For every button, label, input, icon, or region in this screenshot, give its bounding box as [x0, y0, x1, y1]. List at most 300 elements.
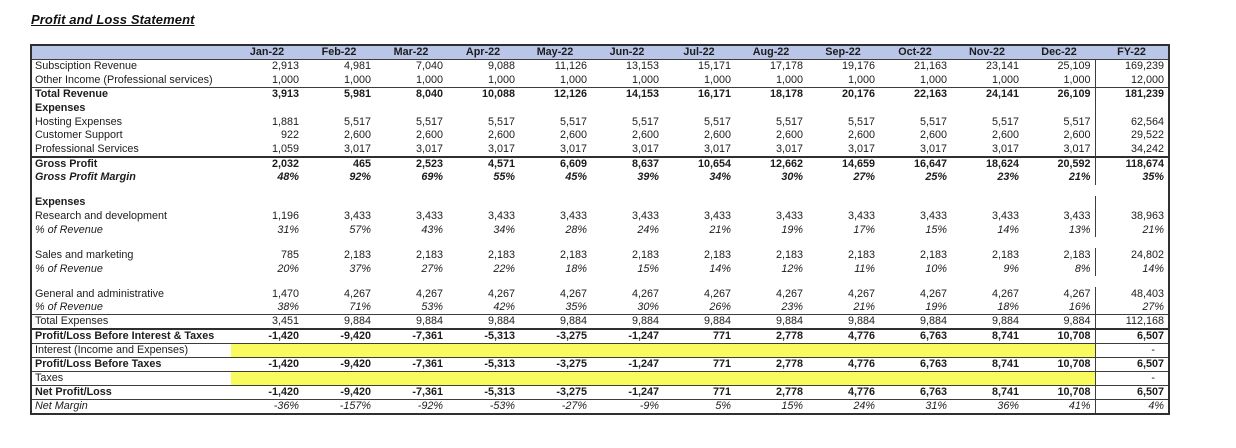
cell[interactable] — [231, 372, 303, 386]
cell[interactable]: 2,183 — [1063, 248, 1091, 261]
cell[interactable]: 4,267 — [1063, 287, 1091, 300]
cell[interactable]: 181,239 — [1095, 87, 1169, 101]
cell[interactable]: 42% — [447, 301, 519, 315]
cell[interactable]: 21% — [1068, 171, 1091, 184]
cell[interactable]: 8,637 — [631, 157, 659, 170]
cell[interactable]: 17% — [853, 223, 875, 236]
cell[interactable]: -1,247 — [591, 358, 663, 372]
cell[interactable]: 2,183 — [415, 248, 443, 261]
cell[interactable]: 92% — [349, 171, 371, 184]
row-label[interactable]: Hosting Expenses — [35, 115, 123, 128]
cell[interactable]: 9,884 — [447, 315, 519, 330]
cell[interactable]: 1,196 — [271, 210, 299, 223]
cell[interactable]: 48,403 — [1095, 287, 1169, 301]
row-label[interactable]: Taxes — [31, 372, 231, 386]
cell[interactable]: 4,267 — [343, 287, 371, 300]
column-header[interactable]: Sep-22 — [807, 45, 879, 60]
cell[interactable]: 16,647 — [913, 157, 947, 170]
cell[interactable]: 8,741 — [951, 329, 1023, 344]
cell[interactable]: 4,267 — [919, 287, 947, 300]
cell[interactable]: 2,183 — [919, 248, 947, 261]
cell[interactable]: 8,040 — [415, 87, 443, 100]
cell[interactable]: 15% — [925, 223, 947, 236]
cell[interactable]: 3,451 — [231, 315, 303, 330]
row-label[interactable]: Interest (Income and Expenses) — [31, 344, 231, 358]
cell[interactable]: -9,420 — [303, 386, 375, 400]
cell[interactable]: -1,420 — [231, 358, 303, 372]
cell[interactable]: -3,275 — [519, 358, 591, 372]
cell[interactable] — [519, 101, 591, 115]
cell[interactable]: 1,000 — [375, 73, 447, 87]
column-header[interactable]: Apr-22 — [447, 45, 519, 60]
cell[interactable]: 39% — [637, 171, 659, 184]
cell[interactable]: 2,600 — [343, 129, 371, 142]
cell[interactable] — [951, 196, 1023, 210]
cell[interactable]: -53% — [489, 400, 515, 413]
cell[interactable]: -3,275 — [519, 329, 591, 344]
cell[interactable] — [591, 101, 663, 115]
cell[interactable]: 45% — [565, 171, 587, 184]
cell[interactable]: 8% — [1074, 262, 1091, 275]
cell[interactable]: 3,017 — [447, 143, 519, 157]
cell[interactable]: 2,600 — [991, 129, 1019, 142]
cell[interactable]: 10,708 — [1023, 386, 1095, 400]
cell[interactable]: 10,654 — [697, 157, 731, 170]
cell[interactable]: 9,884 — [375, 315, 447, 330]
cell[interactable]: 9,884 — [663, 315, 735, 330]
cell[interactable]: 5,517 — [487, 115, 515, 128]
cell[interactable]: 3,433 — [847, 210, 875, 223]
cell[interactable] — [735, 372, 807, 386]
cell[interactable] — [303, 344, 375, 358]
cell[interactable]: 3,433 — [1063, 210, 1091, 223]
cell[interactable]: 23,141 — [985, 60, 1019, 73]
cell[interactable]: 5,517 — [343, 115, 371, 128]
cell[interactable]: 14% — [997, 223, 1019, 236]
cell[interactable]: 23% — [997, 171, 1019, 184]
cell[interactable]: 55% — [493, 171, 515, 184]
cell[interactable]: 17,178 — [769, 60, 803, 73]
cell[interactable] — [591, 344, 663, 358]
cell[interactable]: -1,247 — [591, 386, 663, 400]
cell[interactable]: 14,153 — [625, 87, 659, 100]
cell[interactable]: 3,433 — [703, 210, 731, 223]
cell[interactable]: 38,963 — [1095, 210, 1169, 224]
cell[interactable] — [807, 372, 879, 386]
row-label[interactable]: General and administrative — [35, 287, 165, 300]
cell[interactable] — [1095, 101, 1169, 115]
cell[interactable]: 2,778 — [735, 358, 807, 372]
cell[interactable] — [807, 196, 879, 210]
cell[interactable]: -9,420 — [303, 358, 375, 372]
cell[interactable]: 4,267 — [487, 287, 515, 300]
cell[interactable]: 2,183 — [991, 248, 1019, 261]
cell[interactable]: 20% — [277, 262, 299, 275]
cell[interactable]: 38% — [231, 301, 303, 315]
cell[interactable]: -7,361 — [375, 358, 447, 372]
cell[interactable]: 22,163 — [913, 87, 947, 100]
column-header[interactable]: Jul-22 — [663, 45, 735, 60]
cell[interactable]: 922 — [280, 129, 299, 142]
cell[interactable] — [879, 372, 951, 386]
cell[interactable]: 3,433 — [631, 210, 659, 223]
cell[interactable]: 771 — [663, 358, 735, 372]
cell[interactable]: 2,600 — [631, 129, 659, 142]
cell[interactable]: 18% — [565, 262, 587, 275]
row-label[interactable]: Net Profit/Loss — [31, 386, 231, 400]
cell[interactable]: 2,778 — [735, 329, 807, 344]
row-label[interactable]: Expenses — [35, 196, 86, 209]
cell[interactable]: 3,017 — [879, 143, 951, 157]
cell[interactable] — [663, 196, 735, 210]
cell[interactable]: 19% — [879, 301, 951, 315]
cell[interactable]: 34% — [493, 223, 515, 236]
cell[interactable]: 29,522 — [1095, 129, 1169, 143]
cell[interactable]: 21,163 — [913, 60, 947, 73]
cell[interactable] — [231, 196, 303, 210]
cell[interactable]: -3,275 — [519, 386, 591, 400]
column-header[interactable]: Feb-22 — [303, 45, 375, 60]
column-header[interactable]: Aug-22 — [735, 45, 807, 60]
cell[interactable]: 2,183 — [559, 248, 587, 261]
cell[interactable] — [735, 101, 807, 115]
cell[interactable] — [735, 344, 807, 358]
cell[interactable]: 3,433 — [919, 210, 947, 223]
row-label[interactable]: Subsciption Revenue — [35, 60, 138, 73]
cell[interactable]: 3,433 — [991, 210, 1019, 223]
cell[interactable]: 26% — [663, 301, 735, 315]
cell[interactable]: 16% — [1023, 301, 1095, 315]
cell[interactable]: 71% — [303, 301, 375, 315]
cell[interactable] — [1023, 101, 1095, 115]
cell[interactable]: 23% — [735, 301, 807, 315]
cell[interactable]: - — [1095, 344, 1169, 358]
cell[interactable]: 9,884 — [807, 315, 879, 330]
row-label[interactable]: Net Margin — [35, 400, 88, 413]
cell[interactable]: 2,183 — [703, 248, 731, 261]
cell[interactable] — [951, 344, 1023, 358]
cell[interactable]: -7,361 — [375, 329, 447, 344]
cell[interactable]: 22% — [493, 262, 515, 275]
row-label[interactable]: Other Income (Professional services) — [31, 73, 231, 87]
cell[interactable] — [591, 372, 663, 386]
cell[interactable]: 4,776 — [807, 386, 879, 400]
cell[interactable]: 21% — [807, 301, 879, 315]
cell[interactable]: 30% — [781, 171, 803, 184]
cell[interactable] — [807, 344, 879, 358]
row-label[interactable]: Gross Profit — [35, 157, 98, 170]
cell[interactable] — [303, 196, 375, 210]
cell[interactable]: 24,802 — [1095, 248, 1169, 262]
cell[interactable]: 4,267 — [775, 287, 803, 300]
cell[interactable]: 19,176 — [841, 60, 875, 73]
cell[interactable]: 3,433 — [343, 210, 371, 223]
cell[interactable]: 21% — [1095, 224, 1169, 238]
cell[interactable]: -5,313 — [447, 386, 519, 400]
cell[interactable]: 2,523 — [415, 157, 443, 170]
cell[interactable]: 1,000 — [447, 73, 519, 87]
cell[interactable]: 3,017 — [1023, 143, 1095, 157]
row-label[interactable]: Expenses — [35, 101, 86, 114]
cell[interactable]: 24% — [637, 223, 659, 236]
cell[interactable]: 10,708 — [1023, 358, 1095, 372]
cell[interactable]: 118,674 — [1095, 157, 1169, 171]
cell[interactable] — [375, 372, 447, 386]
cell[interactable]: 4% — [1095, 400, 1169, 415]
cell[interactable]: 20,592 — [1057, 157, 1091, 170]
cell[interactable]: 12,662 — [769, 157, 803, 170]
cell[interactable]: 1,000 — [1023, 73, 1095, 87]
cell[interactable]: 24,141 — [985, 87, 1019, 100]
cell[interactable]: 2,183 — [775, 248, 803, 261]
cell[interactable]: 2,600 — [559, 129, 587, 142]
cell[interactable]: 2,913 — [271, 60, 299, 73]
cell[interactable]: 3,017 — [303, 143, 375, 157]
cell[interactable]: 3,017 — [735, 143, 807, 157]
cell[interactable]: - — [1095, 372, 1169, 386]
cell[interactable] — [303, 372, 375, 386]
cell[interactable]: 9,884 — [735, 315, 807, 330]
cell[interactable]: 4,267 — [847, 287, 875, 300]
column-header[interactable]: Jan-22 — [231, 45, 303, 60]
cell[interactable]: 62,564 — [1095, 115, 1169, 129]
cell[interactable]: 13,153 — [625, 60, 659, 73]
cell[interactable]: 6,763 — [879, 386, 951, 400]
cell[interactable]: 3,433 — [775, 210, 803, 223]
cell[interactable]: 7,040 — [415, 60, 443, 73]
cell[interactable]: 18% — [951, 301, 1023, 315]
cell[interactable]: 112,168 — [1095, 315, 1169, 330]
cell[interactable]: 1,000 — [519, 73, 591, 87]
cell[interactable]: 3,433 — [559, 210, 587, 223]
cell[interactable] — [231, 344, 303, 358]
cell[interactable]: 9,088 — [487, 60, 515, 73]
cell[interactable]: 14% — [1095, 262, 1169, 276]
cell[interactable]: 15% — [637, 262, 659, 275]
cell[interactable]: -1,247 — [591, 329, 663, 344]
cell[interactable]: 3,433 — [415, 210, 443, 223]
cell[interactable]: 4,267 — [991, 287, 1019, 300]
cell[interactable]: 5,517 — [703, 115, 731, 128]
cell[interactable]: 10,088 — [481, 87, 515, 100]
cell[interactable]: 27% — [421, 262, 443, 275]
cell[interactable] — [447, 372, 519, 386]
cell[interactable]: 5,517 — [415, 115, 443, 128]
column-header[interactable]: Dec-22 — [1023, 45, 1095, 60]
cell[interactable]: 13% — [1068, 223, 1091, 236]
cell[interactable] — [519, 372, 591, 386]
column-header[interactable]: Mar-22 — [375, 45, 447, 60]
cell[interactable]: 18,178 — [769, 87, 803, 100]
cell[interactable]: 3,433 — [487, 210, 515, 223]
cell[interactable]: 3,017 — [951, 143, 1023, 157]
cell[interactable]: 43% — [421, 223, 443, 236]
cell[interactable]: 10,708 — [1023, 329, 1095, 344]
cell[interactable]: 465 — [352, 157, 371, 170]
cell[interactable] — [591, 196, 663, 210]
cell[interactable]: 4,267 — [631, 287, 659, 300]
cell[interactable]: 14% — [709, 262, 731, 275]
cell[interactable]: 4,776 — [807, 358, 879, 372]
cell[interactable]: 15% — [781, 400, 803, 413]
cell[interactable]: 5,517 — [1063, 115, 1091, 128]
cell[interactable] — [879, 196, 951, 210]
row-label[interactable]: Profit/Loss Before Interest & Taxes — [31, 329, 231, 344]
row-label[interactable]: Total Expenses — [31, 315, 231, 330]
cell[interactable]: 2,183 — [343, 248, 371, 261]
cell[interactable]: -1,420 — [231, 329, 303, 344]
cell[interactable]: 25% — [925, 171, 947, 184]
cell[interactable] — [375, 101, 447, 115]
cell[interactable] — [519, 196, 591, 210]
cell[interactable]: -27% — [561, 400, 587, 413]
cell[interactable]: 11,126 — [554, 60, 587, 73]
cell[interactable]: 2,600 — [847, 129, 875, 142]
cell[interactable]: 5,517 — [847, 115, 875, 128]
cell[interactable]: 18,624 — [985, 157, 1019, 170]
cell[interactable]: 15,171 — [697, 60, 731, 73]
cell[interactable]: 21% — [709, 223, 731, 236]
cell[interactable]: 1,470 — [271, 287, 299, 300]
cell[interactable]: 1,000 — [879, 73, 951, 87]
cell[interactable]: 4,267 — [415, 287, 443, 300]
cell[interactable]: 771 — [663, 329, 735, 344]
cell[interactable]: 771 — [663, 386, 735, 400]
cell[interactable] — [951, 372, 1023, 386]
cell[interactable]: 5,981 — [343, 87, 371, 100]
cell[interactable] — [663, 344, 735, 358]
cell[interactable]: 30% — [591, 301, 663, 315]
cell[interactable]: 27% — [1095, 301, 1169, 315]
cell[interactable]: -1,420 — [231, 386, 303, 400]
cell[interactable]: 5,517 — [631, 115, 659, 128]
cell[interactable]: 8,741 — [951, 386, 1023, 400]
cell[interactable] — [303, 101, 375, 115]
cell[interactable]: 20,176 — [841, 87, 875, 100]
column-header[interactable]: May-22 — [519, 45, 591, 60]
cell[interactable]: 169,239 — [1095, 60, 1169, 74]
cell[interactable]: 19% — [781, 223, 803, 236]
cell[interactable] — [1023, 196, 1095, 210]
cell[interactable]: 1,000 — [663, 73, 735, 87]
row-label[interactable]: % of Revenue — [35, 262, 103, 275]
cell[interactable]: 1,000 — [303, 73, 375, 87]
cell[interactable]: 27% — [853, 171, 875, 184]
cell[interactable]: 9,884 — [879, 315, 951, 330]
cell[interactable] — [375, 344, 447, 358]
cell[interactable]: 6,507 — [1095, 329, 1169, 344]
cell[interactable]: -7,361 — [375, 386, 447, 400]
cell[interactable]: 5,517 — [991, 115, 1019, 128]
cell[interactable]: 41% — [1068, 400, 1091, 413]
row-label[interactable]: Professional Services — [31, 143, 231, 157]
column-header[interactable]: FY-22 — [1095, 45, 1169, 60]
cell[interactable]: 9,884 — [591, 315, 663, 330]
cell[interactable]: 9% — [1003, 262, 1019, 275]
cell[interactable]: 1,059 — [231, 143, 303, 157]
cell[interactable] — [1095, 196, 1169, 210]
cell[interactable]: 2,032 — [271, 157, 299, 170]
cell[interactable]: 3,913 — [271, 87, 299, 100]
row-label[interactable]: Total Revenue — [35, 87, 108, 100]
cell[interactable]: 8,741 — [951, 358, 1023, 372]
cell[interactable]: 24% — [853, 400, 875, 413]
cell[interactable]: -9% — [639, 400, 659, 413]
cell[interactable]: 25,109 — [1057, 60, 1091, 73]
cell[interactable]: 35% — [1095, 171, 1169, 185]
cell[interactable]: -5,313 — [447, 358, 519, 372]
cell[interactable] — [1023, 344, 1095, 358]
cell[interactable]: 35% — [519, 301, 591, 315]
row-label[interactable]: Profit/Loss Before Taxes — [31, 358, 231, 372]
cell[interactable] — [807, 101, 879, 115]
cell[interactable]: 37% — [349, 262, 371, 275]
cell[interactable]: 5,517 — [919, 115, 947, 128]
cell[interactable]: 1,000 — [951, 73, 1023, 87]
cell[interactable]: 1,000 — [591, 73, 663, 87]
cell[interactable]: 14,659 — [841, 157, 875, 170]
cell[interactable]: 6,507 — [1095, 386, 1169, 400]
cell[interactable]: 1,000 — [735, 73, 807, 87]
cell[interactable]: 9,884 — [519, 315, 591, 330]
cell[interactable]: 3,017 — [375, 143, 447, 157]
cell[interactable] — [519, 344, 591, 358]
cell[interactable] — [447, 344, 519, 358]
cell[interactable] — [447, 196, 519, 210]
cell[interactable]: 3,017 — [663, 143, 735, 157]
cell[interactable]: 2,183 — [631, 248, 659, 261]
cell[interactable]: 53% — [375, 301, 447, 315]
cell[interactable]: 1,000 — [807, 73, 879, 87]
cell[interactable]: 6,763 — [879, 329, 951, 344]
cell[interactable]: 6,507 — [1095, 358, 1169, 372]
cell[interactable] — [663, 372, 735, 386]
cell[interactable]: -157% — [339, 400, 371, 413]
cell[interactable]: 2,778 — [735, 386, 807, 400]
cell[interactable]: 2,600 — [775, 129, 803, 142]
cell[interactable]: 34% — [709, 171, 731, 184]
cell[interactable]: 28% — [565, 223, 587, 236]
cell[interactable]: 2,600 — [703, 129, 731, 142]
cell[interactable]: 3,017 — [591, 143, 663, 157]
cell[interactable] — [879, 344, 951, 358]
cell[interactable]: 11% — [854, 262, 875, 275]
row-label[interactable]: % of Revenue — [35, 223, 103, 236]
cell[interactable]: 36% — [997, 400, 1019, 413]
column-header[interactable]: Nov-22 — [951, 45, 1023, 60]
cell[interactable]: 16,171 — [697, 87, 731, 100]
cell[interactable] — [231, 101, 303, 115]
cell[interactable]: 6,609 — [559, 157, 587, 170]
cell[interactable]: 3,017 — [807, 143, 879, 157]
row-label[interactable]: % of Revenue — [31, 301, 231, 315]
cell[interactable]: -92% — [417, 400, 443, 413]
cell[interactable]: 2,183 — [487, 248, 515, 261]
cell[interactable]: 10% — [925, 262, 947, 275]
header-corner-cell[interactable] — [31, 45, 231, 60]
cell[interactable]: 31% — [277, 223, 299, 236]
cell[interactable]: 2,600 — [487, 129, 515, 142]
cell[interactable]: 12% — [781, 262, 803, 275]
row-label[interactable]: Research and development — [35, 210, 168, 223]
cell[interactable]: 2,600 — [1063, 129, 1091, 142]
cell[interactable] — [375, 196, 447, 210]
cell[interactable]: 57% — [349, 223, 371, 236]
cell[interactable]: -9,420 — [303, 329, 375, 344]
cell[interactable]: 5,517 — [559, 115, 587, 128]
cell[interactable]: 12,126 — [553, 87, 587, 100]
cell[interactable]: 5% — [715, 400, 731, 413]
